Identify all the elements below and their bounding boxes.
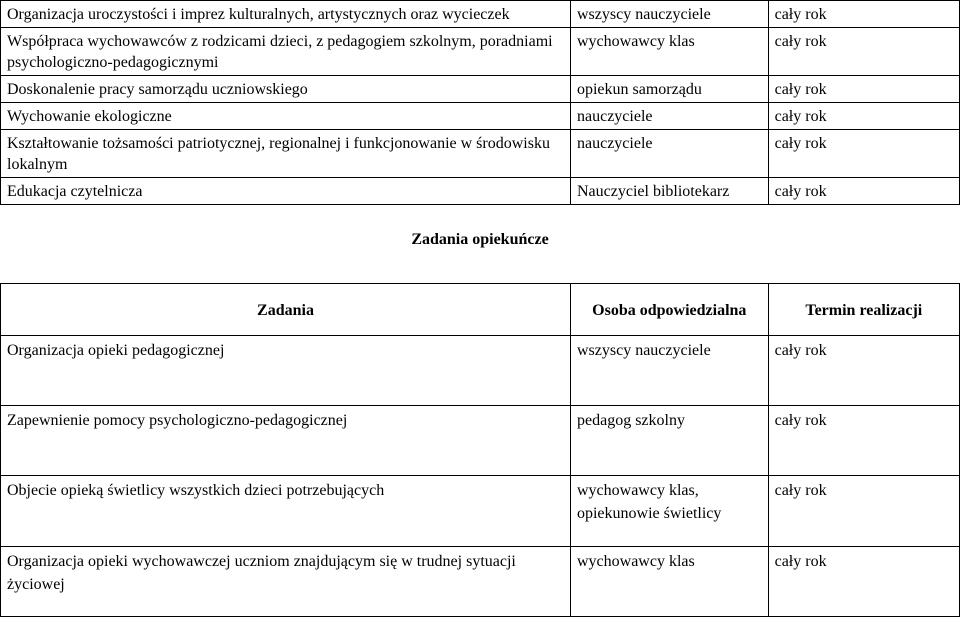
term-cell: cały rok <box>768 76 959 103</box>
task-cell: Kształtowanie tożsamości patriotycznej, regionalnej i funkcjonowanie w środowisku lokalnym <box>1 130 571 178</box>
table-row <box>1 28 960 76</box>
table-row <box>1 103 960 130</box>
header-person: Osoba odpowiedzialna <box>570 284 768 336</box>
task-cell: Doskonalenie pracy samorządu uczniowskiego <box>1 76 571 103</box>
term-cell: cały rok <box>768 28 959 76</box>
table-row <box>1 336 960 406</box>
term-cell: cały rok <box>768 406 959 476</box>
table-row <box>1 476 960 547</box>
person-cell: nauczyciele <box>570 103 768 130</box>
header-task: Zadania <box>1 284 571 336</box>
task-cell: Organizacja uroczystości i imprez kulturalnych, artystycznych oraz wycieczek <box>1 1 571 28</box>
section-title: Zadania opiekuńcze <box>411 231 549 248</box>
activities-table <box>0 0 960 205</box>
table-row <box>1 547 960 617</box>
table-row <box>1 1 960 28</box>
term-cell: cały rok <box>768 130 959 178</box>
task-cell: Objecie opieką świetlicy wszystkich dzieci potrzebujących <box>1 476 571 547</box>
person-cell: wychowawcy klas <box>570 547 768 617</box>
person-cell: wszyscy nauczyciele <box>570 336 768 406</box>
task-cell: Edukacja czytelnicza <box>1 178 571 205</box>
person-cell: wszyscy nauczyciele <box>570 1 768 28</box>
term-cell: cały rok <box>768 547 959 617</box>
task-cell: Wychowanie ekologiczne <box>1 103 571 130</box>
term-cell: cały rok <box>768 1 959 28</box>
care-tasks-table <box>0 283 960 617</box>
header-row <box>1 284 960 336</box>
term-cell: cały rok <box>768 336 959 406</box>
task-cell: Organizacja opieki pedagogicznej <box>1 336 571 406</box>
header-term: Termin realizacji <box>768 284 959 336</box>
term-cell: cały rok <box>768 476 959 547</box>
person-cell: wychowawcy klas, opiekunowie świetlicy <box>570 476 768 547</box>
person-cell: opiekun samorządu <box>570 76 768 103</box>
person-cell: Nauczyciel bibliotekarz <box>570 178 768 205</box>
table-row <box>1 130 960 178</box>
table-row <box>1 178 960 205</box>
table-row <box>1 406 960 476</box>
term-cell: cały rok <box>768 178 959 205</box>
person-cell: wychowawcy klas <box>570 28 768 76</box>
table-row <box>1 76 960 103</box>
task-cell: Współpraca wychowawców z rodzicami dzieci, z pedagogiem szkolnym, poradniami psychologiczno-pedagogicznymi <box>1 28 571 76</box>
person-cell: nauczyciele <box>570 130 768 178</box>
person-cell: pedagog szkolny <box>570 406 768 476</box>
task-cell: Zapewnienie pomocy psychologiczno-pedagogicznej <box>1 406 571 476</box>
task-cell: Organizacja opieki wychowawczej uczniom znajdującym się w trudnej sytuacji życiowej <box>1 547 571 617</box>
term-cell: cały rok <box>768 103 959 130</box>
